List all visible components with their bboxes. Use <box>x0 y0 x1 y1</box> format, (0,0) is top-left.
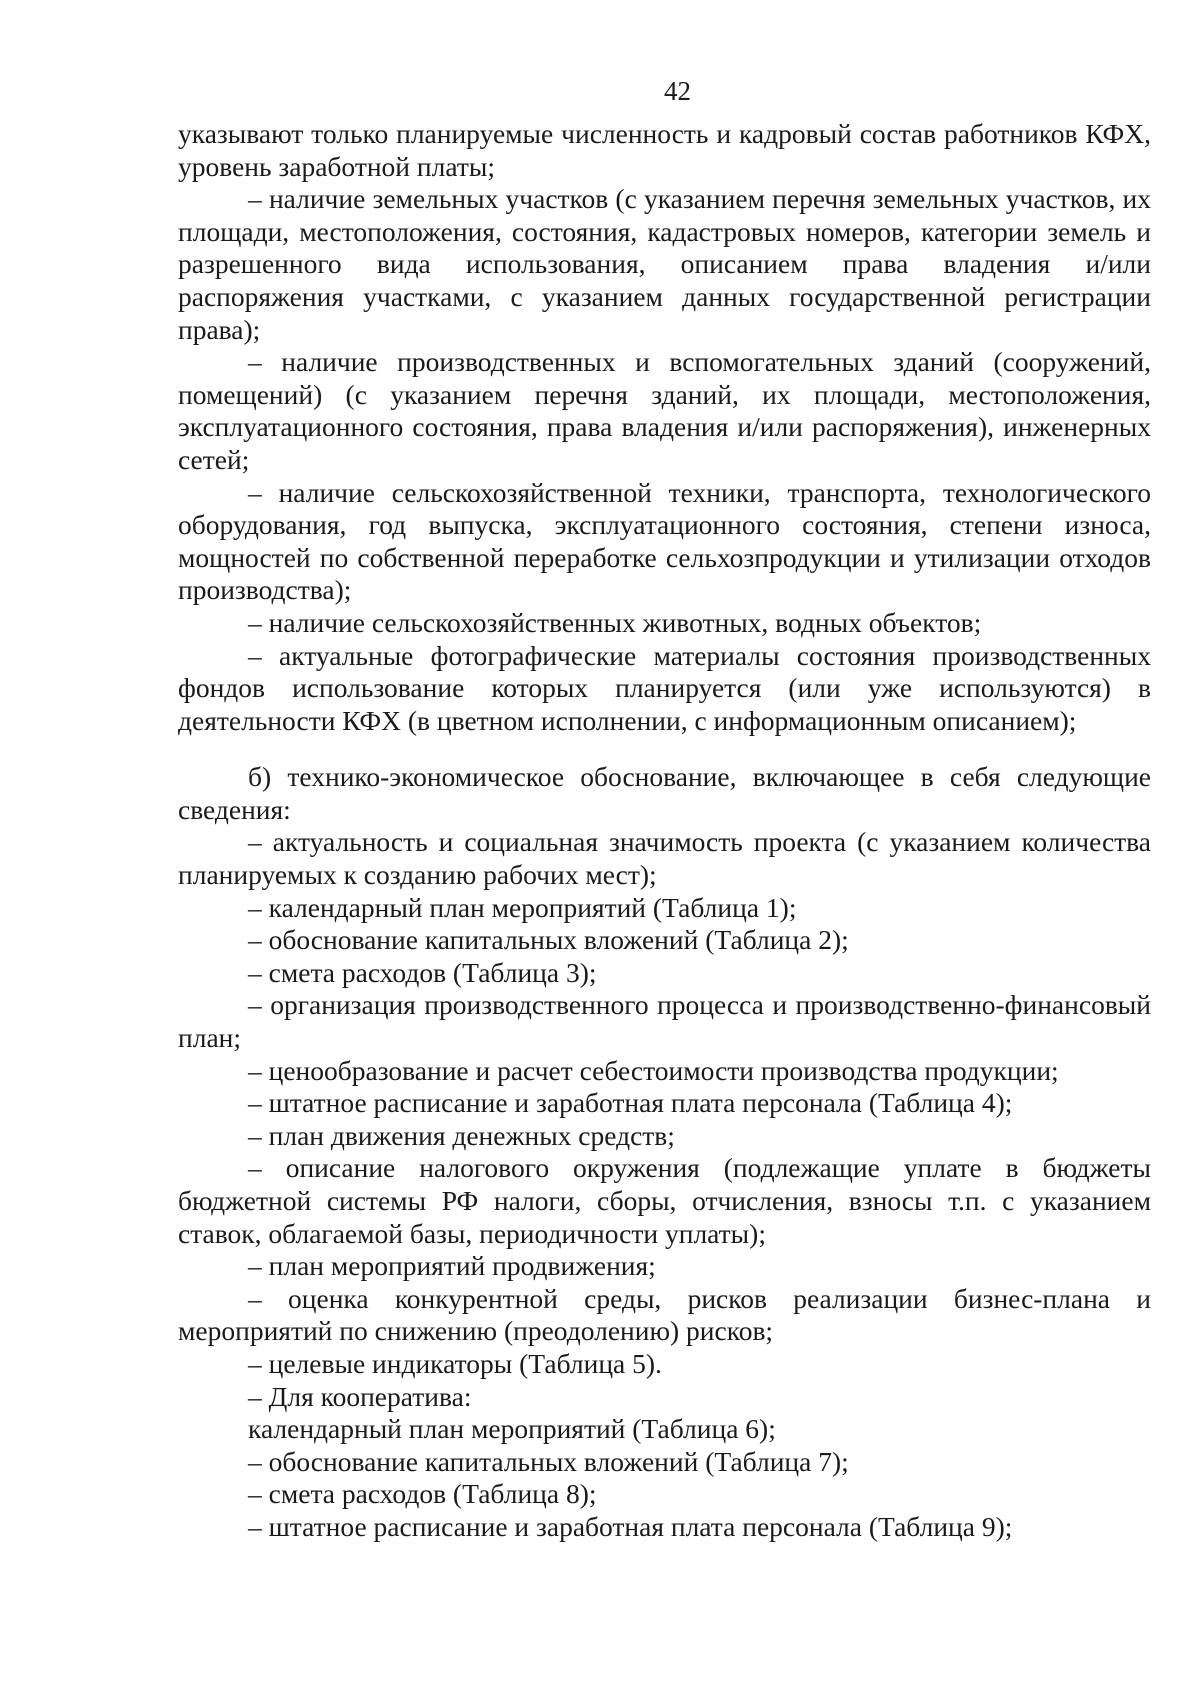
list-item: – план мероприятий продвижения; <box>178 1250 1151 1283</box>
list-item: – актуальные фотографические материалы состояния производственных фондов использование которых планируется (или уже используются) в деятельности КФХ (в цветном исполнении, с информационным описанием); <box>178 640 1151 738</box>
list-item: – наличие земельных участков (с указанием перечня земельных участков, их площади, местоположения, состояния, кадастровых номеров, категории земель и разрешенного вида использования, описанием права владения и/или распоряжения участками, с указанием данных государственной регистрации права); <box>178 183 1151 346</box>
list-item: – описание налогового окружения (подлежащие уплате в бюджеты бюджетной системы РФ налоги, сборы, отчисления, взносы т.п. с указанием ставок, облагаемой базы, периодичности уплаты); <box>178 1152 1151 1250</box>
list-item: – смета расходов (Таблица 3); <box>178 957 1151 990</box>
list-item: – обоснование капитальных вложений (Таблица 2); <box>178 924 1151 957</box>
document-body <box>178 118 1151 1544</box>
list-item: – наличие сельскохозяйственной техники, транспорта, технологического оборудования, год выпуска, эксплуатационного состояния, степени износа, мощностей по собственной переработке сельхозпродукции и утилизации отходов производства); <box>178 477 1151 607</box>
page-number: 42 <box>664 76 691 106</box>
list-item: – штатное расписание и заработная плата персонала (Таблица 4); <box>178 1087 1151 1120</box>
list-item: – наличие сельскохозяйственных животных, водных объектов; <box>178 607 1151 640</box>
list-item: – календарный план мероприятий (Таблица 1); <box>178 892 1151 925</box>
list-item: – план движения денежных средств; <box>178 1120 1151 1153</box>
list-item: – штатное расписание и заработная плата персонала (Таблица 9); <box>178 1511 1151 1544</box>
list-item: – оценка конкурентной среды, рисков реализации бизнес-плана и мероприятий по снижению (преодолению) рисков; <box>178 1283 1151 1348</box>
list-item: – обоснование капитальных вложений (Таблица 7); <box>178 1446 1151 1479</box>
list-item: – организация производственного процесса и производственно-финансовый план; <box>178 989 1151 1054</box>
list-item: – ценообразование и расчет себестоимости производства продукции; <box>178 1055 1151 1088</box>
list-item: – Для кооператива: <box>178 1381 1151 1414</box>
list-item: – наличие производственных и вспомогательных зданий (сооружений, помещений) (с указанием перечня зданий, их площади, местоположения, эксплуатационного состояния, права владения и/или распоряжения), инженерных сетей; <box>178 346 1151 476</box>
list-item: – смета расходов (Таблица 8); <box>178 1478 1151 1511</box>
paragraph: указывают только планируемые численность и кадровый состав работников КФХ, уровень заработной платы; <box>178 118 1151 182</box>
list-item: – актуальность и социальная значимость проекта (с указанием количества планируемых к созданию рабочих мест); <box>178 826 1151 891</box>
list-item: календарный план мероприятий (Таблица 6); <box>248 1413 776 1445</box>
section-heading-paragraph: б) технико-экономическое обоснование, включающее в себя следующие сведения: <box>178 761 1151 825</box>
list-item: – целевые индикаторы (Таблица 5). <box>178 1348 1151 1381</box>
